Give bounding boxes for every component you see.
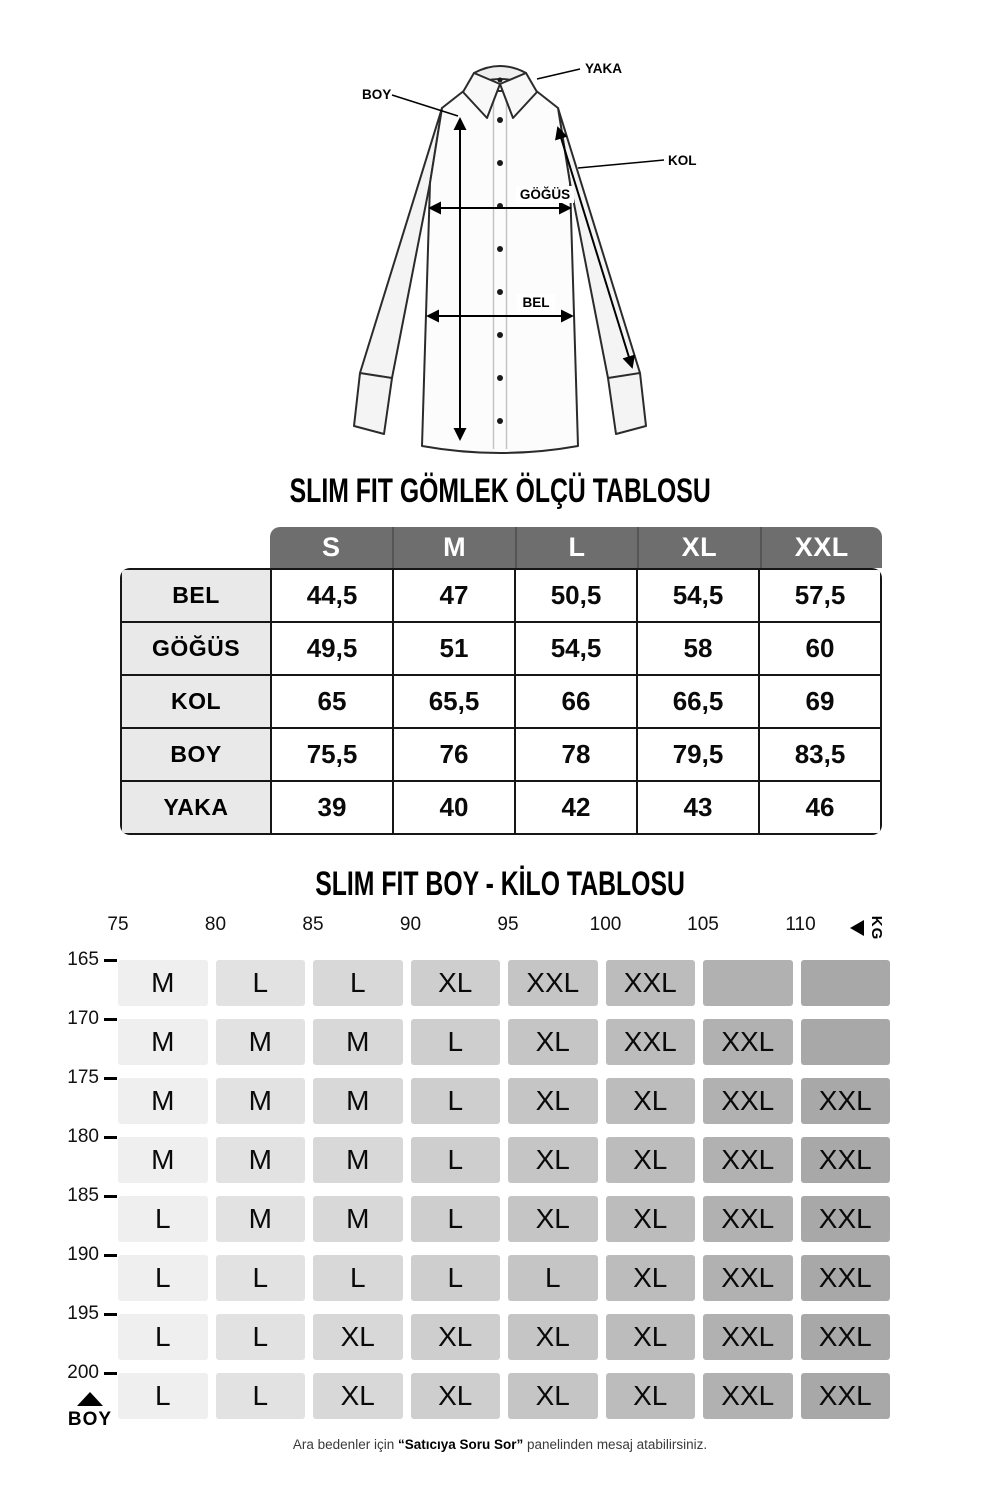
height-axis-value: 170 (67, 1008, 99, 1029)
measure-value-cell: 54,5 (516, 623, 636, 674)
height-tick-icon (104, 1136, 117, 1139)
size-grid-cell: M (216, 1078, 306, 1124)
olcu-table-title (0, 470, 1000, 511)
weight-axis-label: 85 (302, 914, 324, 935)
measure-value-cell: 78 (516, 729, 636, 780)
size-grid-cell: L (216, 1255, 306, 1301)
size-grid-cell: M (313, 1137, 403, 1183)
size-column-header: M (392, 527, 514, 568)
kg-axis-marker (850, 916, 887, 940)
size-grid-cell: XL (508, 1314, 598, 1360)
measure-value-cell: 58 (638, 623, 758, 674)
measure-value-cell: 65,5 (394, 676, 514, 727)
bel-label: BEL (522, 295, 550, 310)
size-grid-cell: XXL (801, 1255, 891, 1301)
size-grid-cell: L (118, 1314, 208, 1360)
size-grid-cell: XL (508, 1019, 598, 1065)
measure-value-cell: 46 (760, 782, 880, 833)
measure-value-cell: 69 (760, 676, 880, 727)
measure-value-cell: 66 (516, 676, 636, 727)
size-grid-cell: XL (606, 1373, 696, 1419)
size-grid-cell: L (216, 960, 306, 1006)
size-grid-cell: XL (313, 1314, 403, 1360)
size-grid-cell: XXL (801, 1314, 891, 1360)
size-grid-cell: XXL (703, 1196, 793, 1242)
size-grid-cell: XL (508, 1078, 598, 1124)
measure-value-cell: 40 (394, 782, 514, 833)
size-grid-cell: M (216, 1019, 306, 1065)
weight-axis-label: 90 (399, 914, 422, 935)
size-grid-cell: M (118, 1137, 208, 1183)
size-grid-cell: M (313, 1078, 403, 1124)
size-grid-cell: XL (508, 1137, 598, 1183)
measure-value-cell: 42 (516, 782, 636, 833)
size-grid-cell: XXL (703, 1314, 793, 1360)
size-grid-cell: XXL (801, 1078, 891, 1124)
height-axis-label (67, 1185, 117, 1207)
height-axis-value: 180 (67, 1126, 99, 1147)
size-column-header: XXL (760, 527, 882, 568)
height-axis-value: 175 (67, 1067, 99, 1088)
measure-value-cell: 60 (760, 623, 880, 674)
kg-axis-label: KG (868, 915, 886, 941)
measure-value-cell: 76 (394, 729, 514, 780)
size-grid-cell: L (411, 1019, 501, 1065)
height-axis-value: 185 (67, 1185, 99, 1206)
measure-value-cell: 39 (272, 782, 392, 833)
measure-value-cell: 49,5 (272, 623, 392, 674)
size-grid-cell: L (118, 1373, 208, 1419)
size-grid-cell: XXL (606, 960, 696, 1006)
height-tick-icon (104, 959, 117, 962)
size-grid-cell: XL (313, 1373, 403, 1419)
weight-axis (107, 914, 890, 940)
measure-row-label: YAKA (122, 782, 270, 833)
gogus-label: GÖĞÜS (519, 187, 571, 202)
height-tick-icon (104, 1372, 117, 1375)
height-axis-value: 190 (67, 1244, 99, 1265)
size-column-header: XL (637, 527, 759, 568)
size-grid-cell: M (216, 1137, 306, 1183)
weight-axis-label: 80 (204, 914, 227, 935)
measure-value-cell: 43 (638, 782, 758, 833)
size-grid (118, 960, 890, 1419)
measure-value-cell: 66,5 (638, 676, 758, 727)
size-grid-cell: XL (411, 1314, 501, 1360)
size-grid-cell: L (411, 1255, 501, 1301)
size-grid-cell: L (313, 960, 403, 1006)
size-grid-cell: L (313, 1255, 403, 1301)
footer-suffix: panelinden mesaj atabilirsiniz. (523, 1437, 708, 1452)
yaka-label: YAKA (585, 61, 623, 76)
yaka-pointer-line (537, 69, 580, 79)
measure-row-label: KOL (122, 676, 270, 727)
size-grid-cell: XXL (703, 1373, 793, 1419)
weight-axis-label: 105 (687, 914, 719, 935)
boy-arrow-icon (77, 1392, 103, 1406)
olcu-table-title-text: SLIM FIT GÖMLEK ÖLÇÜ TABLOSU (289, 470, 711, 511)
height-tick-icon (104, 1254, 117, 1257)
weight-axis-label: 95 (497, 914, 519, 935)
size-grid-cell: L (118, 1196, 208, 1242)
height-tick-icon (104, 1018, 117, 1021)
measure-value-cell: 51 (394, 623, 514, 674)
size-grid-cell: XXL (703, 1255, 793, 1301)
boy-axis-marker (64, 1392, 116, 1431)
measure-value-cell: 65 (272, 676, 392, 727)
kg-arrow-icon (850, 920, 864, 936)
size-column-header: L (515, 527, 637, 568)
size-grid-cell: XXL (703, 1078, 793, 1124)
size-grid-cell: XL (606, 1314, 696, 1360)
size-grid-cell: L (411, 1196, 501, 1242)
weight-axis-label: 110 (785, 914, 816, 935)
weight-axis-label: 100 (589, 914, 622, 935)
size-grid-cell: L (411, 1137, 501, 1183)
boy-label: BOY (362, 87, 392, 102)
size-grid-cell: XL (508, 1196, 598, 1242)
height-axis-label (67, 949, 117, 971)
size-grid-cell: XXL (703, 1019, 793, 1065)
kilo-table-title (0, 863, 1000, 904)
height-axis-label (67, 1303, 117, 1325)
height-axis-label (67, 1362, 117, 1384)
shirt-drawing (354, 66, 646, 453)
size-grid-cell: M (313, 1019, 403, 1065)
size-grid-cell: L (411, 1078, 501, 1124)
size-grid-cell: XL (606, 1078, 696, 1124)
size-grid-cell: M (216, 1196, 306, 1242)
size-grid-cell: XXL (801, 1196, 891, 1242)
size-grid-cell: L (508, 1255, 598, 1301)
size-grid-cell: XL (606, 1137, 696, 1183)
height-axis-value: 200 (67, 1362, 99, 1383)
measure-value-cell: 50,5 (516, 570, 636, 621)
size-column-header: S (321, 532, 341, 562)
footer-bold: “Satıcıya Soru Sor” (397, 1437, 524, 1452)
measure-row-label: BOY (122, 729, 270, 780)
size-grid-cell: M (313, 1196, 403, 1242)
height-axis-label (67, 1008, 117, 1030)
measure-row-label: GÖĞÜS (122, 623, 270, 674)
kilo-table-title-text: SLIM FIT BOY - KİLO TABLOSU (315, 863, 685, 904)
measure-value-cell: 44,5 (272, 570, 392, 621)
size-grid-cell: XXL (606, 1019, 696, 1065)
measure-row-label: BEL (122, 570, 270, 621)
height-axis (40, 949, 117, 1430)
size-grid-cell: XL (606, 1196, 696, 1242)
shirt-measurement-diagram (330, 28, 720, 468)
height-axis-value: 165 (67, 949, 99, 970)
size-grid-cell: XL (508, 1373, 598, 1419)
kol-pointer-line (578, 160, 664, 168)
size-grid-cell: XXL (801, 1373, 891, 1419)
size-grid-cell: M (118, 960, 208, 1006)
boy-axis-label: BOY (67, 1409, 113, 1430)
size-grid-cell: XXL (801, 1137, 891, 1183)
measure-value-cell: 79,5 (638, 729, 758, 780)
height-tick-icon (104, 1313, 117, 1316)
measure-value-cell: 54,5 (638, 570, 758, 621)
measure-value-cell: 47 (394, 570, 514, 621)
footer-note (0, 1437, 1000, 1452)
kol-label: KOL (668, 153, 697, 168)
size-grid-cell: L (118, 1255, 208, 1301)
size-grid-cell: M (118, 1078, 208, 1124)
olcu-header-row (270, 527, 882, 568)
weight-axis-label: 75 (107, 914, 129, 935)
size-grid-cell-empty (801, 1019, 891, 1065)
measure-value-cell: 83,5 (760, 729, 880, 780)
size-grid-cell: XL (411, 960, 501, 1006)
measure-value-cell: 75,5 (272, 729, 392, 780)
size-grid-cell-empty (703, 960, 793, 1006)
size-grid-cell: XL (606, 1255, 696, 1301)
size-grid-cell: XL (411, 1373, 501, 1419)
size-grid-cell: XXL (703, 1137, 793, 1183)
height-axis-label (67, 1126, 117, 1148)
shirt-diagram-svg (330, 28, 720, 468)
shirt-body (422, 86, 578, 453)
height-axis-value: 195 (67, 1303, 99, 1324)
size-grid-cell-empty (801, 960, 891, 1006)
height-axis-label (67, 1067, 117, 1089)
height-tick-icon (104, 1195, 117, 1198)
size-grid-cell: L (216, 1314, 306, 1360)
size-grid-cell: M (118, 1019, 208, 1065)
size-grid-cell: L (216, 1373, 306, 1419)
size-grid-cell: XXL (508, 960, 598, 1006)
height-axis-label (67, 1244, 117, 1266)
olcu-body (120, 568, 882, 835)
measure-value-cell: 57,5 (760, 570, 880, 621)
height-tick-icon (104, 1077, 117, 1080)
footer-prefix: Ara bedenler için (292, 1437, 398, 1452)
